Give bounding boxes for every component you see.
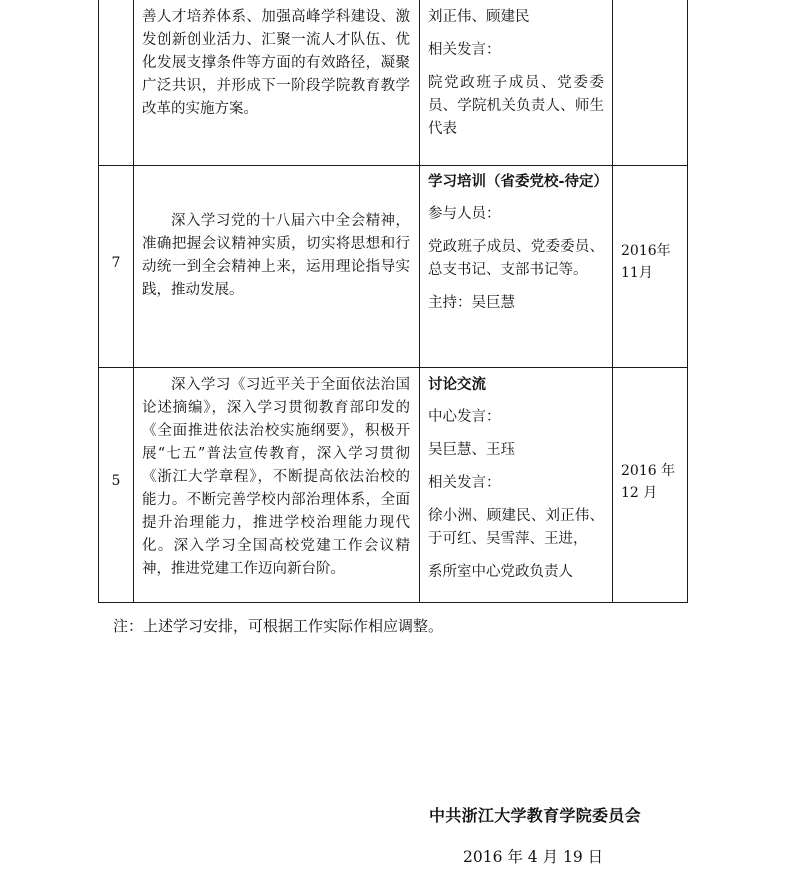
row-3-content — [142, 374, 410, 581]
row-2-form-title: 学习培训（省委党校-待定） — [428, 173, 609, 190]
row-2-content-text: 深入学习党的十八届六中全会精神，准确把握会议精神实质，切实将思想和行动统一到全会精神上来，运用理论指导实践，推动发展。 — [142, 213, 410, 298]
row-2-number: 7 — [111, 255, 121, 271]
table-divider-1 — [133, 0, 134, 603]
row-2-form — [428, 170, 609, 315]
signature-date: 2016 年 4 月 19 日 — [463, 848, 604, 866]
table-border-left — [98, 0, 99, 603]
row-3-form — [428, 373, 604, 584]
table-border-right — [687, 0, 688, 603]
row-2-date: 2016年11月 — [621, 243, 671, 281]
row-3-form-title: 讨论交流 — [428, 376, 486, 393]
row-2-line-2: 党政班子成员、党委委员、总支书记、支部书记等。 — [428, 239, 604, 278]
table-divider-2 — [419, 0, 420, 603]
row-2-line-3: 主持：吴巨慧 — [428, 295, 515, 311]
row-3-content-text: 深入学习《习近平关于全面依法治国论述摘编》，深入学习贯彻教育部印发的《全面推进依法治校实施纲要》，积极开展“七五”普法宣传教育，深入学习贯彻《浙江大学章程》，不断提高依法治校的能力。不断完善学校内部治理体系，全面提升治理能力，推进学校治理能力现代化。深入学习全国高校党建工作会议精神，推进党建工作迈向新台阶。 — [142, 377, 410, 577]
row-1-content — [142, 6, 410, 121]
row-1-line-1: 刘正伟、顾建民 — [428, 9, 530, 25]
row-3-line-5: 系所室中心党政负责人 — [428, 564, 573, 580]
row-3-line-2: 吴巨慧、王珏 — [428, 442, 515, 458]
row-3-line-3: 相关发言： — [428, 475, 501, 491]
note-text: 注：上述学习安排，可根据工作实际作相应调整。 — [113, 617, 444, 635]
row-separator-2 — [98, 367, 688, 368]
organization-signature: 中共浙江大学教育学院委员会 — [429, 806, 641, 825]
row-3-number: 5 — [111, 473, 121, 489]
row-1-content-text: 善人才培养体系、加强高峰学科建设、激发创新创业活力、汇聚一流人才队伍、优化发展支撑条件等方面的有效路径，凝聚广泛共识，并形成下一阶段学院教育教学改革的实施方案。 — [142, 9, 410, 117]
row-3-line-1: 中心发言： — [428, 409, 501, 425]
table-border-bottom — [98, 602, 688, 603]
row-3-line-4: 徐小洲、顾建民、刘正伟、于可红、吴雪萍、王进， — [428, 508, 604, 547]
table-divider-3 — [612, 0, 613, 603]
row-2-content — [142, 210, 410, 302]
row-separator-1 — [98, 165, 688, 166]
row-3-date: 2016 年 12 月 — [621, 463, 676, 501]
row-2-line-1: 参与人员： — [428, 206, 501, 222]
row-1-form — [428, 6, 604, 141]
row-1-line-3: 院党政班子成员、党委委员、学院机关负责人、师生代表 — [428, 75, 604, 137]
row-1-line-2: 相关发言： — [428, 42, 501, 58]
